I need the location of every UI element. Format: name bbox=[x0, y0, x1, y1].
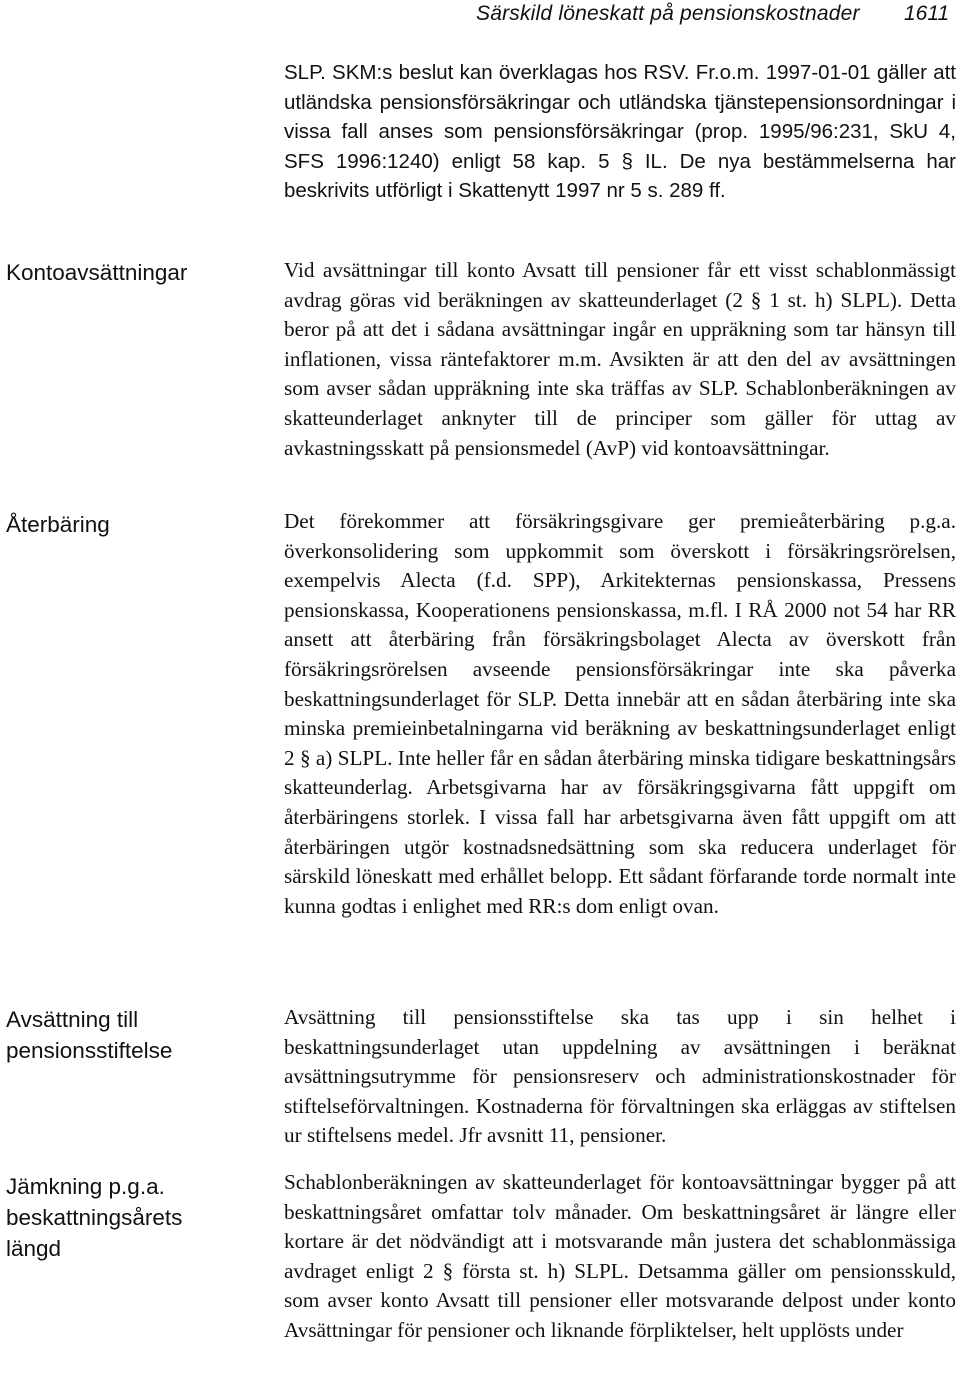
margin-heading-line: beskattningsårets bbox=[6, 1205, 183, 1230]
margin-heading-line: längd bbox=[6, 1236, 62, 1261]
margin-heading-jamkning bbox=[6, 1171, 256, 1264]
margin-heading-kontoavsattningar: Kontoavsättningar bbox=[6, 260, 188, 285]
paragraph-kontoavsattningar: Vid avsättningar till konto Avsatt till pensioner får ett visst schablonmässigt avdrag göras vid beräkningen av skatteunderlaget (2 § 1 st. h) SLPL). Detta beror på att det i sådana avsättningar ingår en uppräkning som tar hänsyn till inflationen, vissa räntefaktorer m.m. Avsikten är att den del av avsättningen som avser sådan uppräkning inte ska träffas av SLP. Schablonberäkningen av skatteunderlaget anknyter till de principer som gäller för uttag av avkastningsskatt på pensionsmedel (AvP) vid kontoavsättningar. bbox=[284, 258, 956, 460]
paragraph-avsattning: Avsättning till pensionsstiftelse ska tas upp i sin helhet i beskattningsunderlaget utan uppdelning av avsättningen i beräknat avsättningsutrymme för pensionsreserv och administrationskostnader för stiftelseförvaltningen. Kostnaderna för förvaltningen ska erläggas av stiftelsen ur stiftelsens medel. Jfr avsnitt 11, pensioner. bbox=[284, 1005, 956, 1148]
margin-heading-line: pensionsstiftelse bbox=[6, 1038, 173, 1063]
paragraph-intro: SLP. SKM:s beslut kan överklagas hos RSV. Fr.o.m. 1997-01-01 gäller att utländska pensionsförsäkringar och utländska tjänstepensionsordningar i vissa fall anses som pensionsförsäkringar (prop. 1995/96:231, SkU 4, SFS 1996:1240) enligt 58 kap. 5 § IL. De nya bestämmelserna har beskrivits utförligt i Skattenytt 1997 nr 5 s. 289 ff. bbox=[284, 61, 956, 203]
page-number: 1611 bbox=[904, 2, 950, 25]
paragraph-jamkning: Schablonberäkningen av skatteunderlaget för kontoavsättningar bygger på att beskattningsåret omfattar tolv månader. Om beskattningsåret är längre eller kortare är det nödvändigt att i motsvarande mån justera det schablonmässiga avdraget enligt 2 § första st. h) SLPL. Detsamma gäller om pensionsskuld, som avser konto Avsatt till pensioner eller motsvarande delpost under konto Avsättningar för pensioner och liknande förpliktelser, helt upplösts under bbox=[284, 1170, 956, 1342]
page-header bbox=[0, 0, 960, 40]
running-title: Särskild löneskatt på pensionskostnader bbox=[476, 2, 860, 25]
margin-heading-avsattning bbox=[6, 1004, 256, 1066]
paragraph-aterbaring: Det förekommer att försäkringsgivare ger premieåterbäring p.g.a. överkonsolidering som uppkommit som överskott i försäkringsrörelsen, exempelvis Alecta (f.d. SPP), Arkitekternas pensionskassa, Pressens pensionskassa, Kooperationens pensionskassa, m.fl. I RÅ 2000 not 54 har RR ansett att återbäring från försäkringsbolaget Alecta av överskott från försäkringsrörelsen avseende pensionsförsäkringar inte ska påverka beskattningsunderlaget för SLP. Detta innebär att en sådan återbäring inte ska minska premieinbetalningarna vid beräkning av beskattningsunderlaget enligt 2 § a) SLPL. Inte heller får en sådan återbäring minska tidigare beskattningsårs skatteunderlag. Arbetsgivarna har av försäkringsgivarna fått uppgift om återbäringens storlek. I vissa fall har arbetsgivarna även fått uppgift om att återbäringen utgör kostnadsnedsättning som ska reducera underlaget för särskild löneskatt med erhållet belopp. Ett sådant förfarande torde normalt inte kunna godtas i enlighet med RR:s dom enligt ovan. bbox=[284, 509, 956, 918]
margin-heading-line: Jämkning p.g.a. bbox=[6, 1174, 165, 1199]
margin-heading-aterbaring: Återbäring bbox=[6, 512, 110, 537]
margin-heading-line: Avsättning till bbox=[6, 1007, 139, 1032]
